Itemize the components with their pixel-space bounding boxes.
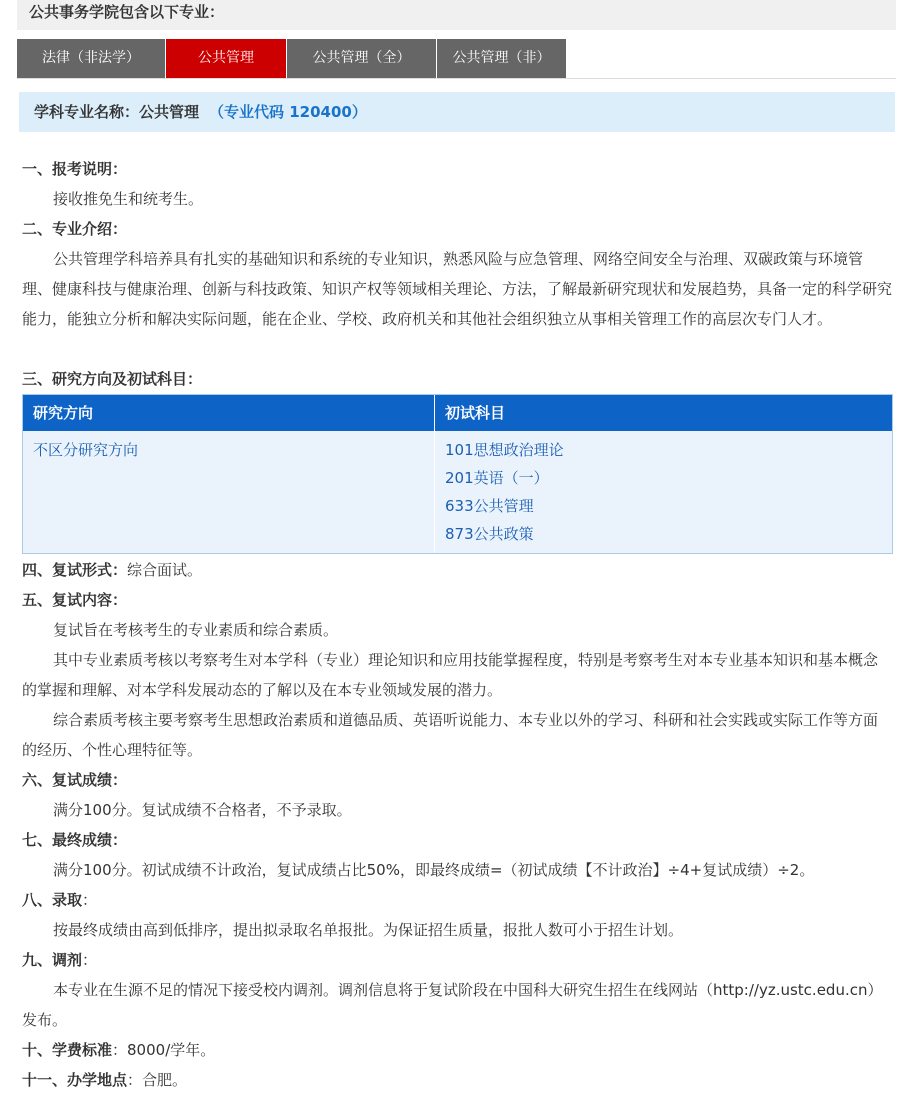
section-10-text: ：8000/学年。 [112, 1041, 216, 1059]
header-research-direction: 研究方向 [33, 404, 94, 422]
section-7-text: 满分100分。初试成绩不计政治，复试成绩占比50%，即最终成绩=（初试成绩【不计政治】÷4+复试成绩）÷2。 [53, 861, 815, 879]
section-1-text: 接收推免生和统考生。 [53, 190, 204, 208]
section-1-title: 一、报考说明： [22, 160, 128, 178]
section-6-title: 六、复试成绩： [22, 771, 128, 789]
tab-public-management[interactable]: 公共管理 [166, 39, 287, 78]
major-tabs [17, 39, 896, 79]
tab-public-management-parttime[interactable]: 公共管理（非） [437, 39, 567, 78]
section-5-title: 五、复试内容： [22, 591, 128, 609]
section-8 [22, 885, 892, 915]
section-8-colon: ： [82, 891, 98, 909]
section-9-title: 九、调剂 [22, 951, 83, 969]
column-divider [434, 395, 435, 553]
tab-law-non-law[interactable]: 法律（非法学） [17, 39, 166, 78]
research-direction-cell: 不区分研究方向 [33, 441, 139, 459]
section-2-text: 公共管理学科培养具有扎实的基础知识和系统的专业知识，熟悉风险与应急管理、网络空间安全与治理、双碳政策与环境管理、健康科技与健康治理、创新与科技政策、知识产权等领域相关理论、方法，了解最新研究现状和发展趋势，具备一定的科学研究能力，能独立分析和解决实际问题，能在企业、学校、政府机关和其他社会组织独立从事相关管理工作的高层次专门人才。 [22, 250, 893, 328]
section-4 [22, 555, 892, 585]
subject-item: 101思想政治理论 [445, 441, 564, 459]
section-8-title: 八、录取 [22, 891, 83, 909]
section-6-text: 满分100分。复试成绩不合格者，不予录取。 [53, 801, 352, 819]
section-11 [22, 1065, 892, 1095]
section-4-text: 综合面试。 [127, 561, 203, 579]
major-name: 学科专业名称：公共管理 [34, 103, 200, 121]
tab-public-management-fulltime[interactable]: 公共管理（全） [287, 39, 437, 78]
major-code: （专业代码 120400） [209, 103, 367, 121]
section-9 [22, 945, 892, 975]
table-header [23, 395, 892, 431]
section-2-title: 二、专业介绍： [22, 220, 128, 238]
section-8-text: 按最终成绩由高到低排序，提出拟录取名单报批。为保证招生质量，报批人数可小于招生计划。 [53, 921, 684, 939]
section-3-title: 三、研究方向及初试科目： [22, 370, 203, 388]
section-10 [22, 1035, 892, 1065]
subject-item: 633公共管理 [445, 497, 534, 515]
section-11-text: ：合肥。 [127, 1071, 188, 1089]
section-7-title: 七、最终成绩： [22, 831, 128, 849]
section-11-title: 十一、办学地点 [22, 1071, 128, 1089]
section-10-title: 十、学费标准 [22, 1041, 113, 1059]
section-9-text: 本专业在生源不足的情况下接受校内调剂。调剂信息将于复试阶段在中国科大研究生招生在线网站（http://yz.ustc.edu.cn）发布。 [22, 981, 883, 1029]
section-4-title: 四、复试形式： [22, 561, 128, 579]
subject-item: 201英语（一） [445, 469, 549, 487]
section-5-paragraph-1: 复试旨在考核考生的专业素质和综合素质。 [53, 621, 339, 639]
section-5-paragraph-3: 综合素质考核主要考察考生思想政治素质和道德品质、英语听说能力、本专业以外的学习、科研和社会实践或实际工作等方面的经历、个性心理特征等。 [22, 711, 879, 759]
major-header [19, 92, 895, 132]
exam-subjects-cell [445, 436, 564, 548]
research-direction-table [22, 394, 893, 554]
section-9-colon: ： [82, 951, 98, 969]
section-5-paragraph-2: 其中专业素质考核以考察考生对本学科（专业）理论知识和应用技能掌握程度，特别是考察考生对本专业基本知识和基本概念的掌握和理解、对本学科发展动态的了解以及在本专业领域发展的潜力。 [22, 651, 879, 699]
header-exam-subjects: 初试科目 [445, 404, 506, 422]
subject-item: 873公共政策 [445, 525, 534, 543]
page-title: 公共事务学院包含以下专业： [17, 0, 896, 30]
